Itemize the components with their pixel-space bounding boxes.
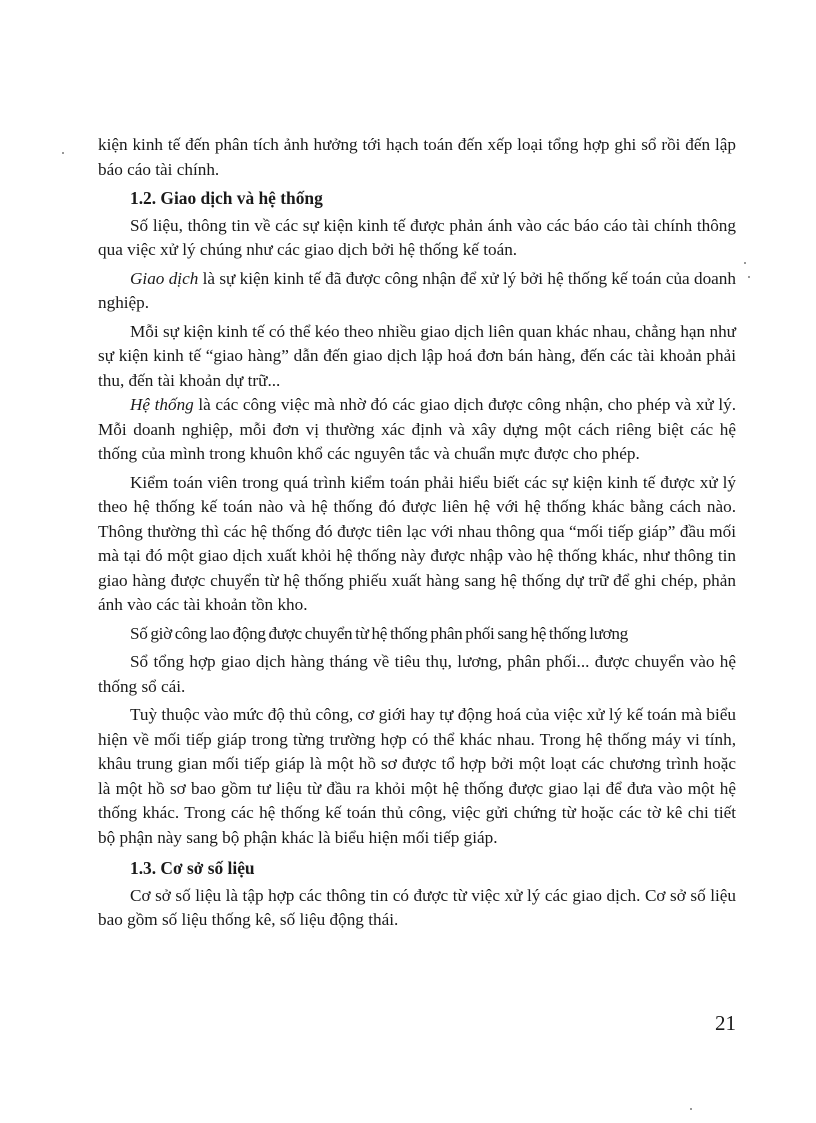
term-giao-dich: Giao dịch	[130, 268, 199, 288]
scan-speck	[690, 1108, 692, 1110]
scan-speck	[744, 262, 746, 264]
scan-speck	[62, 152, 64, 154]
section-heading-1-3: 1.3. Cơ sở số liệu	[130, 858, 255, 878]
paragraph-tuy-thuoc: Tuỳ thuộc vào mức độ thủ công, cơ giới hay tự động hoá của việc xử lý kế toán mà biểu hiện về mối tiếp giáp trong từng trường hợp có thể khác nhau. Trong hệ thống máy vi tính, khâu trung gian mối tiếp giáp là một hồ sơ được tổ hợp bởi một loạt các chương trình hoặc là một hồ sơ bao gồm tư liệu từ đầu ra khỏi một hệ thống được giao lại để đưa vào một hệ thống khác. Trong các hệ thống kế toán thủ công, việc gửi chứng từ hoặc các tờ kê chi tiết bộ phận này sang bộ phận khác là biểu hiện mối tiếp giáp.	[98, 705, 736, 847]
opening-paragraph: kiện kinh tế đến phân tích ảnh hưởng tới hạch toán đến xếp loại tổng hợp ghi sổ rồi đến lập báo cáo tài chính.	[98, 135, 736, 179]
page-body	[98, 133, 736, 933]
section-heading-1-2: 1.2. Giao dịch và hệ thống	[130, 188, 323, 208]
paragraph-kiem-toan-vien: Kiểm toán viên trong quá trình kiểm toán phải hiểu biết các sự kiện kinh tế được xử lý theo hệ thống kế toán nào và hệ thống đó được liên hệ với hệ thống khác bằng cách nào. Thông thường thì các hệ thống đó được tiên lạc với nhau thông qua “mối tiếp giáp” đầu mối mà tại đó một giao dịch xuất khỏi hệ thống này được nhập vào hệ thống khác, như thông tin giao hàng được chuyển từ hệ thống phiếu xuất hàng sang hệ thống dự trữ để ghi chép, phản ánh vào các tài khoản tồn kho.	[98, 472, 736, 614]
paragraph-so-gio-cong: Số giờ công lao động được chuyển từ hệ thống phân phối sang hệ thống lương	[130, 623, 628, 643]
paragraph-he-thong-definition	[98, 393, 736, 467]
term-he-thong: Hệ thống	[130, 395, 194, 414]
page-number: 21	[715, 1011, 736, 1035]
paragraph-giao-dich-definition	[98, 267, 736, 316]
definition-text: là sự kiện kinh tế đã được công nhận để xử lý bởi hệ thống kế toán của doanh nghiệp.	[98, 268, 736, 312]
definition-text: là các công việc mà nhờ đó các giao dịch được công nhận, cho phép và xử lý. Mỗi doanh nghiệp, mỗi đơn vị thường xác định và xây dựng một cách riêng biệt các hệ thống của mình trong khuôn khổ các nguyên tắc và chuẩn mực được cho phép.	[98, 395, 736, 463]
paragraph-so-tong-hop: Sổ tổng hợp giao dịch hàng tháng về tiêu thụ, lương, phân phối... được chuyển vào hệ thống sổ cái.	[98, 652, 736, 696]
paragraph-co-so-so-lieu: Cơ sở số liệu là tập hợp các thông tin có được từ việc xử lý các giao dịch. Cơ sở số liệu bao gồm số liệu thống kê, số liệu động thái.	[98, 885, 736, 929]
paragraph-so-lieu: Số liệu, thông tin về các sự kiện kinh tế được phản ánh vào các báo cáo tài chính thông qua việc xử lý chúng như các giao dịch bởi hệ thống kế toán.	[98, 215, 736, 259]
paragraph-su-kien-kinh-te: Mỗi sự kiện kinh tế có thể kéo theo nhiều giao dịch liên quan khác nhau, chẳng hạn như sự kiện kinh tế “giao hàng” dẫn đến giao dịch lập hoá đơn bán hàng, đến các tài khoản phải thu, đến tài khoản dự trữ...	[98, 321, 736, 390]
scan-speck	[748, 276, 750, 278]
